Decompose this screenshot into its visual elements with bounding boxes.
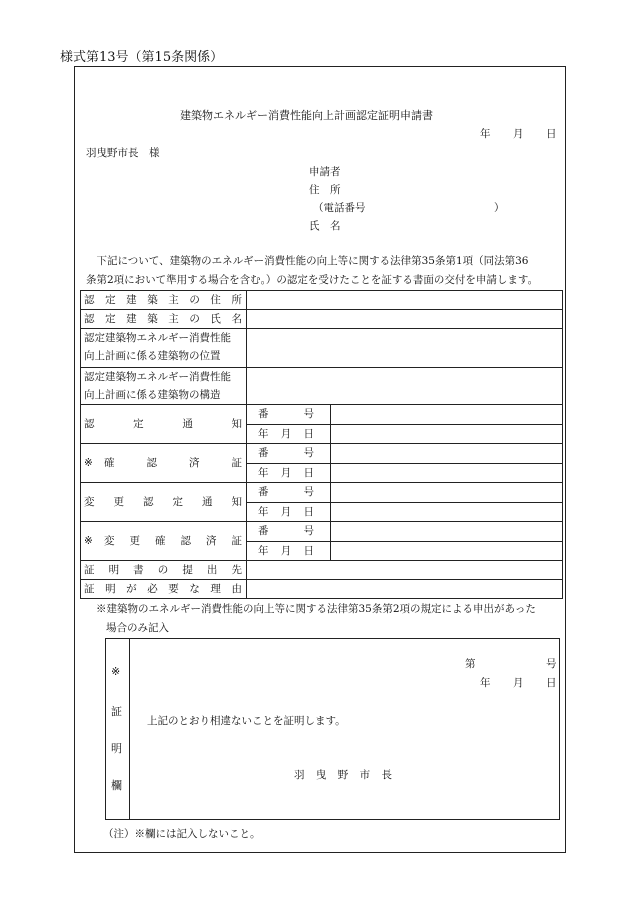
- cert-side-char-1: ※: [111, 665, 121, 678]
- table-row-label-line-2: 向上計画に係る建築物の構造: [84, 389, 221, 401]
- cert-side-char-2: 証: [111, 705, 122, 718]
- cert-date-month: 月: [513, 677, 524, 689]
- note-line-1: ※建築物のエネルギー消費性能の向上等に関する法律第35条第2項の規定による申出があった: [96, 603, 536, 615]
- table-right-border: [562, 290, 563, 599]
- table-row-mark: ※: [84, 534, 93, 547]
- table-row-value[interactable]: [247, 291, 561, 308]
- table-row-label: 変 更 認 定 通 知: [84, 495, 242, 508]
- table-date-value[interactable]: [331, 503, 561, 521]
- cert-number-suffix: 号: [546, 658, 557, 670]
- table-sub-label-date: 年 月 日: [258, 505, 314, 518]
- table-row-label: 認 定 建 築 主 の 氏 名: [84, 313, 242, 325]
- table-row-label: 証 明 が 必 要 な 理 由: [84, 583, 242, 595]
- table-row-value[interactable]: [247, 329, 561, 366]
- cert-date-day: 日: [546, 677, 557, 689]
- table-row-label-line-1: 認定建築物エネルギー消費性能: [84, 371, 231, 383]
- certification-box-divider: [129, 638, 130, 820]
- table-row-label: 認 定 通 知: [84, 417, 242, 430]
- applicant-address-label: 住 所: [309, 184, 341, 196]
- form-number-label: 様式第13号（第15条関係）: [60, 50, 224, 65]
- table-date-value[interactable]: [331, 542, 561, 560]
- table-left-border: [80, 290, 81, 599]
- certification-box: [105, 638, 560, 820]
- table-row-label: 変 更 確 認 済 証: [104, 534, 242, 547]
- table-bottom-border: [80, 598, 563, 599]
- table-sub-label-date: 年 月 日: [258, 544, 314, 557]
- applicant-phone-close: ）: [494, 202, 505, 214]
- table-row-label-line-2: 向上計画に係る建築物の位置: [84, 350, 221, 362]
- footnote: （注）※欄には記入しないこと。: [103, 828, 261, 840]
- table-date-value[interactable]: [331, 464, 561, 482]
- table-row-label: 証 明 書 の 提 出 先: [84, 564, 242, 576]
- table-number-value[interactable]: [331, 483, 561, 501]
- table-sub-label-date: 年 月 日: [258, 427, 314, 440]
- date-month-label: 月: [513, 128, 524, 140]
- document-title: 建築物エネルギー消費性能向上計画認定証明申請書: [180, 109, 433, 122]
- table-sub-label-number: 番 号: [258, 486, 314, 498]
- cert-number-prefix: 第: [465, 658, 476, 670]
- table-row-value[interactable]: [247, 580, 561, 597]
- table-row-value[interactable]: [247, 561, 561, 578]
- applicant-label: 申請者: [309, 166, 341, 178]
- table-number-value[interactable]: [331, 444, 561, 462]
- date-day-label: 日: [546, 128, 557, 140]
- table-date-value[interactable]: [331, 425, 561, 443]
- table-number-value[interactable]: [331, 522, 561, 540]
- cert-side-char-4: 欄: [111, 779, 122, 792]
- table-number-value[interactable]: [331, 405, 561, 423]
- cert-signer: 羽 曳 野 市 長: [294, 769, 392, 781]
- cert-statement: 上記のとおり相違ないことを証明します。: [147, 715, 346, 727]
- table-sub-label-number: 番 号: [258, 525, 314, 537]
- cert-date-year: 年: [480, 677, 491, 689]
- table-row-value[interactable]: [247, 368, 561, 403]
- table-sub-label-date: 年 月 日: [258, 466, 314, 479]
- note-line-2: 場合のみ記入: [106, 622, 169, 634]
- table-row-label-line-1: 認定建築物エネルギー消費性能: [84, 332, 231, 344]
- intro-line-1: 下記について、建築物のエネルギー消費性能の向上等に関する法律第35条第1項（同法第36: [86, 255, 529, 267]
- table-row-label: 認 定 建 築 主 の 住 所: [84, 294, 242, 306]
- table-row-value[interactable]: [247, 310, 561, 327]
- table-row-mark: ※: [84, 456, 93, 469]
- cert-side-char-3: 明: [111, 742, 122, 755]
- table-row-label: 確 認 済 証: [104, 456, 242, 469]
- applicant-phone-label: （電話番号: [313, 202, 366, 214]
- date-year-label: 年: [480, 128, 491, 140]
- table-sub-label-number: 番 号: [258, 408, 314, 420]
- applicant-name-label: 氏 名: [309, 220, 341, 232]
- table-sub-label-number: 番 号: [258, 447, 314, 459]
- addressee: 羽曳野市長 様: [86, 147, 160, 159]
- intro-line-2: 条第2項において準用する場合を含む。）の認定を受けたことを証する書面の交付を申請します。: [86, 274, 539, 286]
